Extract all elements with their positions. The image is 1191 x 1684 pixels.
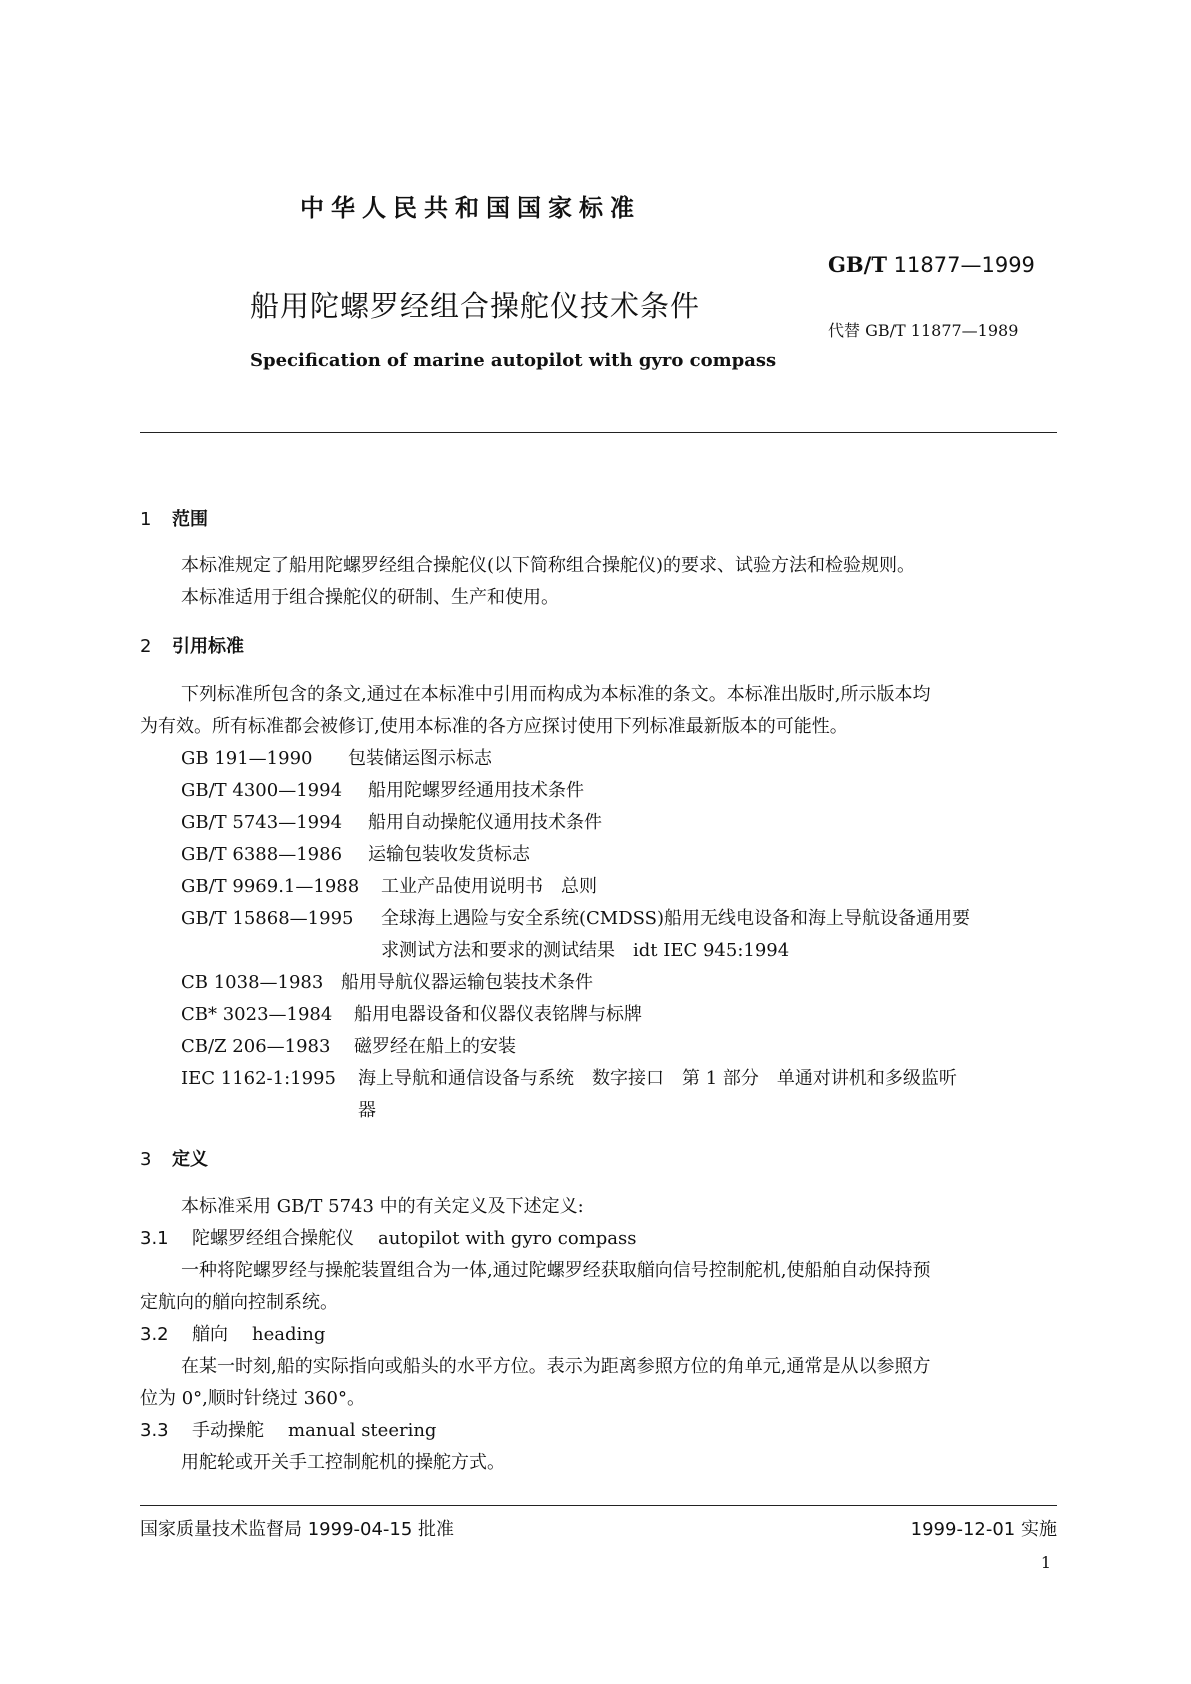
standard-number-value: 11877—1999 xyxy=(893,253,1035,277)
reference-code: CB/Z 206—1983 xyxy=(181,1036,331,1057)
reference-title: 船用电器设备和仪器仪表铭牌与标牌 xyxy=(354,1004,642,1025)
reference-code: GB/T 5743—1994 xyxy=(181,812,343,833)
section-2-heading xyxy=(140,632,244,658)
reference-item xyxy=(181,872,597,898)
definition-3-2-line-2: 位为 0°,顺时针绕过 360°。 xyxy=(140,1388,365,1409)
english-title: Specification of marine autopilot with gyro compass xyxy=(250,350,777,371)
implementation-date: 1999-12-01 实施 xyxy=(910,1519,1057,1540)
reference-code: CB 1038—1983 xyxy=(181,972,324,993)
definition-term: 手动操舵 xyxy=(192,1420,264,1441)
reference-title-continuation: 器 xyxy=(358,1100,376,1121)
reference-code: GB/T 4300—1994 xyxy=(181,780,343,801)
section-3-heading xyxy=(140,1145,208,1171)
standard-number-prefix: GB/T xyxy=(828,252,887,277)
page-number: 1 xyxy=(1040,1553,1051,1572)
reference-code: CB* 3023—1984 xyxy=(181,1004,333,1025)
reference-code: GB 191—1990 xyxy=(181,748,313,769)
section-number: 1 xyxy=(140,509,152,530)
reference-title: 船用陀螺罗经通用技术条件 xyxy=(368,780,584,801)
reference-title: 磁罗经在船上的安装 xyxy=(354,1036,516,1057)
reference-title: 船用导航仪器运输包装技术条件 xyxy=(341,972,593,993)
reference-code: IEC 1162-1:1995 xyxy=(181,1068,336,1089)
reference-item xyxy=(181,840,530,866)
definition-3-3-line-1: 用舵轮或开关手工控制舵机的操舵方式。 xyxy=(181,1452,505,1473)
national-standard-heading: 中华人民共和国国家标准 xyxy=(300,194,641,222)
section-2-paragraph-line-2: 为有效。所有标准都会被修订,使用本标准的各方应探讨使用下列标准最新版本的可能性。 xyxy=(140,716,848,737)
definition-3-2-heading xyxy=(140,1320,325,1346)
reference-title: 船用自动操舵仪通用技术条件 xyxy=(368,812,602,833)
reference-code: GB/T 9969.1—1988 xyxy=(181,876,360,897)
section-title: 范围 xyxy=(172,509,208,530)
reference-item xyxy=(181,904,970,930)
definition-number: 3.1 xyxy=(140,1228,169,1249)
reference-item xyxy=(181,1032,516,1058)
definition-term-en: manual steering xyxy=(288,1420,437,1441)
definition-3-3-heading xyxy=(140,1416,436,1442)
reference-item xyxy=(181,1000,642,1026)
definition-term-en: heading xyxy=(252,1324,326,1345)
definition-term-en: autopilot with gyro compass xyxy=(378,1228,637,1249)
definition-number: 3.2 xyxy=(140,1324,169,1345)
definition-number: 3.3 xyxy=(140,1420,169,1441)
section-1-heading xyxy=(140,505,208,531)
section-1-paragraph-1: 本标准规定了船用陀螺罗经组合操舵仪(以下简称组合操舵仪)的要求、试验方法和检验规则。 xyxy=(181,555,916,576)
header-divider xyxy=(140,432,1057,433)
reference-code: GB/T 6388—1986 xyxy=(181,844,343,865)
section-title: 定义 xyxy=(172,1149,208,1170)
reference-title: 全球海上遇险与安全系统(CMDSS)船用无线电设备和海上导航设备通用要 xyxy=(381,908,971,929)
footer-divider xyxy=(140,1505,1057,1506)
reference-title: 海上导航和通信设备与系统 数字接口 第 1 部分 单通对讲机和多级监听 xyxy=(358,1068,957,1089)
definition-term: 陀螺罗经组合操舵仪 xyxy=(192,1228,354,1249)
standard-number xyxy=(828,252,1035,277)
document-title: 船用陀螺罗经组合操舵仪技术条件 xyxy=(250,289,701,323)
reference-code: GB/T 15868—1995 xyxy=(181,908,354,929)
definition-term: 艏向 xyxy=(192,1324,228,1345)
reference-title: 工业产品使用说明书 总则 xyxy=(381,876,597,897)
reference-item xyxy=(181,808,602,834)
section-title: 引用标准 xyxy=(172,636,244,657)
definition-3-1-line-1: 一种将陀螺罗经与操舵装置组合为一体,通过陀螺罗经获取艏向信号控制舵机,使船舶自动保持预 xyxy=(181,1260,931,1281)
reference-item xyxy=(181,744,492,770)
section-1-paragraph-2: 本标准适用于组合操舵仪的研制、生产和使用。 xyxy=(181,587,559,608)
reference-title-continuation: 求测试方法和要求的测试结果 idt IEC 945:1994 xyxy=(381,940,790,961)
section-number: 2 xyxy=(140,636,152,657)
definition-3-1-line-2: 定航向的艏向控制系统。 xyxy=(140,1292,338,1313)
definition-3-2-line-1: 在某一时刻,船的实际指向或船头的水平方位。表示为距离参照方位的角单元,通常是从以参照方 xyxy=(181,1356,931,1377)
reference-title: 包装储运图示标志 xyxy=(348,748,492,769)
replaces-note: 代替 GB/T 11877—1989 xyxy=(828,321,1019,340)
reference-title: 运输包装收发货标志 xyxy=(368,844,530,865)
reference-item xyxy=(181,968,593,994)
section-number: 3 xyxy=(140,1149,152,1170)
reference-item xyxy=(181,776,584,802)
section-2-paragraph-line-1: 下列标准所包含的条文,通过在本标准中引用而构成为本标准的条文。本标准出版时,所示版本均 xyxy=(181,684,931,705)
approval-note: 国家质量技术监督局 1999-04-15 批准 xyxy=(140,1519,455,1540)
reference-item xyxy=(181,1064,957,1090)
definition-3-1-heading xyxy=(140,1224,637,1250)
section-3-intro: 本标准采用 GB/T 5743 中的有关定义及下述定义: xyxy=(181,1196,584,1217)
